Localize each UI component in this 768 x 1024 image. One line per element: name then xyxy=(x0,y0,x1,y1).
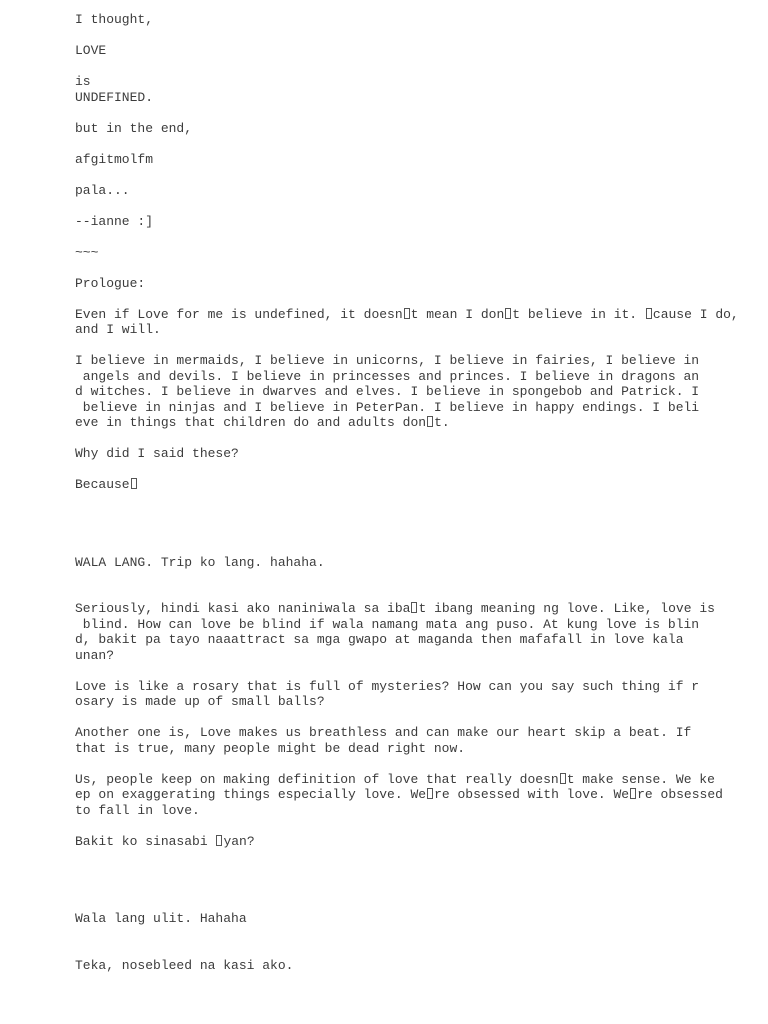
text-line: Another one is, Love makes us breathless and can make our heart skip a beat. If xyxy=(75,725,692,740)
text-line: Wala lang ulit. Hahaha xyxy=(75,911,247,926)
text-line: afgitmolfm xyxy=(75,151,154,167)
missing-glyph-box xyxy=(427,416,433,427)
text-line: UNDEFINED. xyxy=(75,89,154,105)
text-line xyxy=(75,570,735,586)
missing-glyph-box xyxy=(216,835,222,846)
missing-glyph-box xyxy=(505,308,511,319)
text-line xyxy=(75,710,735,726)
text-line: Teka, nosebleed na kasi ako. xyxy=(75,957,294,973)
text-line xyxy=(75,291,735,307)
text-line xyxy=(75,260,735,276)
text-line xyxy=(75,896,735,912)
text-line xyxy=(75,865,735,881)
text-line: ~~~ xyxy=(75,244,99,260)
text-line: ep on exaggerating things especially love. We re obsessed with love. We re obsessed xyxy=(75,787,723,802)
text-line: d witches. I believe in dwarves and elves. I believe in spongebob and Patrick. I xyxy=(75,384,700,399)
text-line: believe in ninjas and I believe in PeterPan. I believe in happy endings. I beli xyxy=(75,399,700,415)
text-line: I thought, xyxy=(75,12,154,27)
text-line: Us, people keep on making definition of love that really doesn t make sense. We ke xyxy=(75,771,715,787)
text-line xyxy=(75,28,735,44)
text-line: but in the end, xyxy=(75,120,193,136)
text-line xyxy=(75,663,735,679)
text-line: d, bakit pa tayo naaattract sa mga gwapo at maganda then mafafall in love kala xyxy=(75,632,684,647)
text-line: pala... xyxy=(75,182,130,198)
text-line xyxy=(75,818,735,834)
text-line: Love is like a rosary that is full of mysteries? How can you say such thing if r xyxy=(75,678,700,694)
text-line xyxy=(75,431,735,447)
text-line xyxy=(75,539,735,555)
text-line xyxy=(75,849,735,865)
text-line: --ianne :] xyxy=(75,213,154,229)
text-line: Even if Love for me is undefined, it doesn t mean I don t believe in it. cause I do, xyxy=(75,306,739,322)
missing-glyph-box xyxy=(404,308,410,319)
text-line xyxy=(75,508,735,524)
text-line xyxy=(75,880,735,896)
text-line xyxy=(75,136,735,152)
text-line: Bakit ko sinasabi yan? xyxy=(75,833,255,849)
text-line: eve in things that children do and adults don t. xyxy=(75,415,450,430)
text-line: to fall in love. xyxy=(75,802,200,818)
missing-glyph-box xyxy=(411,602,417,613)
missing-glyph-box xyxy=(131,478,137,489)
text-line xyxy=(75,756,735,772)
text-line: LOVE xyxy=(75,43,107,58)
text-line: osary is made up of small balls? xyxy=(75,694,325,709)
text-line xyxy=(75,942,735,958)
document-body xyxy=(75,12,739,973)
missing-glyph-box xyxy=(630,788,636,799)
text-line: and I will. xyxy=(75,322,161,337)
text-line xyxy=(75,338,735,354)
text-line: is xyxy=(75,74,91,89)
text-line xyxy=(75,927,735,943)
text-line xyxy=(75,462,735,478)
text-line xyxy=(75,493,735,509)
text-line: unan? xyxy=(75,647,115,663)
text-line xyxy=(75,198,735,214)
missing-glyph-box xyxy=(646,308,652,319)
text-line: Because xyxy=(75,477,735,493)
text-line: angels and devils. I believe in princesses and princes. I believe in dragons an xyxy=(75,368,700,384)
text-line: Prologue: xyxy=(75,275,146,291)
text-line xyxy=(75,586,735,602)
text-line xyxy=(75,229,735,245)
text-line xyxy=(75,524,735,540)
missing-glyph-box xyxy=(560,773,566,784)
text-line: that is true, many people might be dead right now. xyxy=(75,740,466,756)
text-line: Seriously, hindi kasi ako naniniwala sa iba t ibang meaning ng love. Like, love is xyxy=(75,601,715,616)
text-line: I believe in mermaids, I believe in unicorns, I believe in fairies, I believe in xyxy=(75,353,700,368)
missing-glyph-box xyxy=(427,788,433,799)
text-line xyxy=(75,59,735,75)
text-line: blind. How can love be blind if wala namang mata ang puso. At kung love is blin xyxy=(75,616,700,632)
text-line: Why did I said these? xyxy=(75,446,239,461)
text-line: WALA LANG. Trip ko lang. hahaha. xyxy=(75,554,325,570)
text-line xyxy=(75,167,735,183)
text-line xyxy=(75,105,735,121)
